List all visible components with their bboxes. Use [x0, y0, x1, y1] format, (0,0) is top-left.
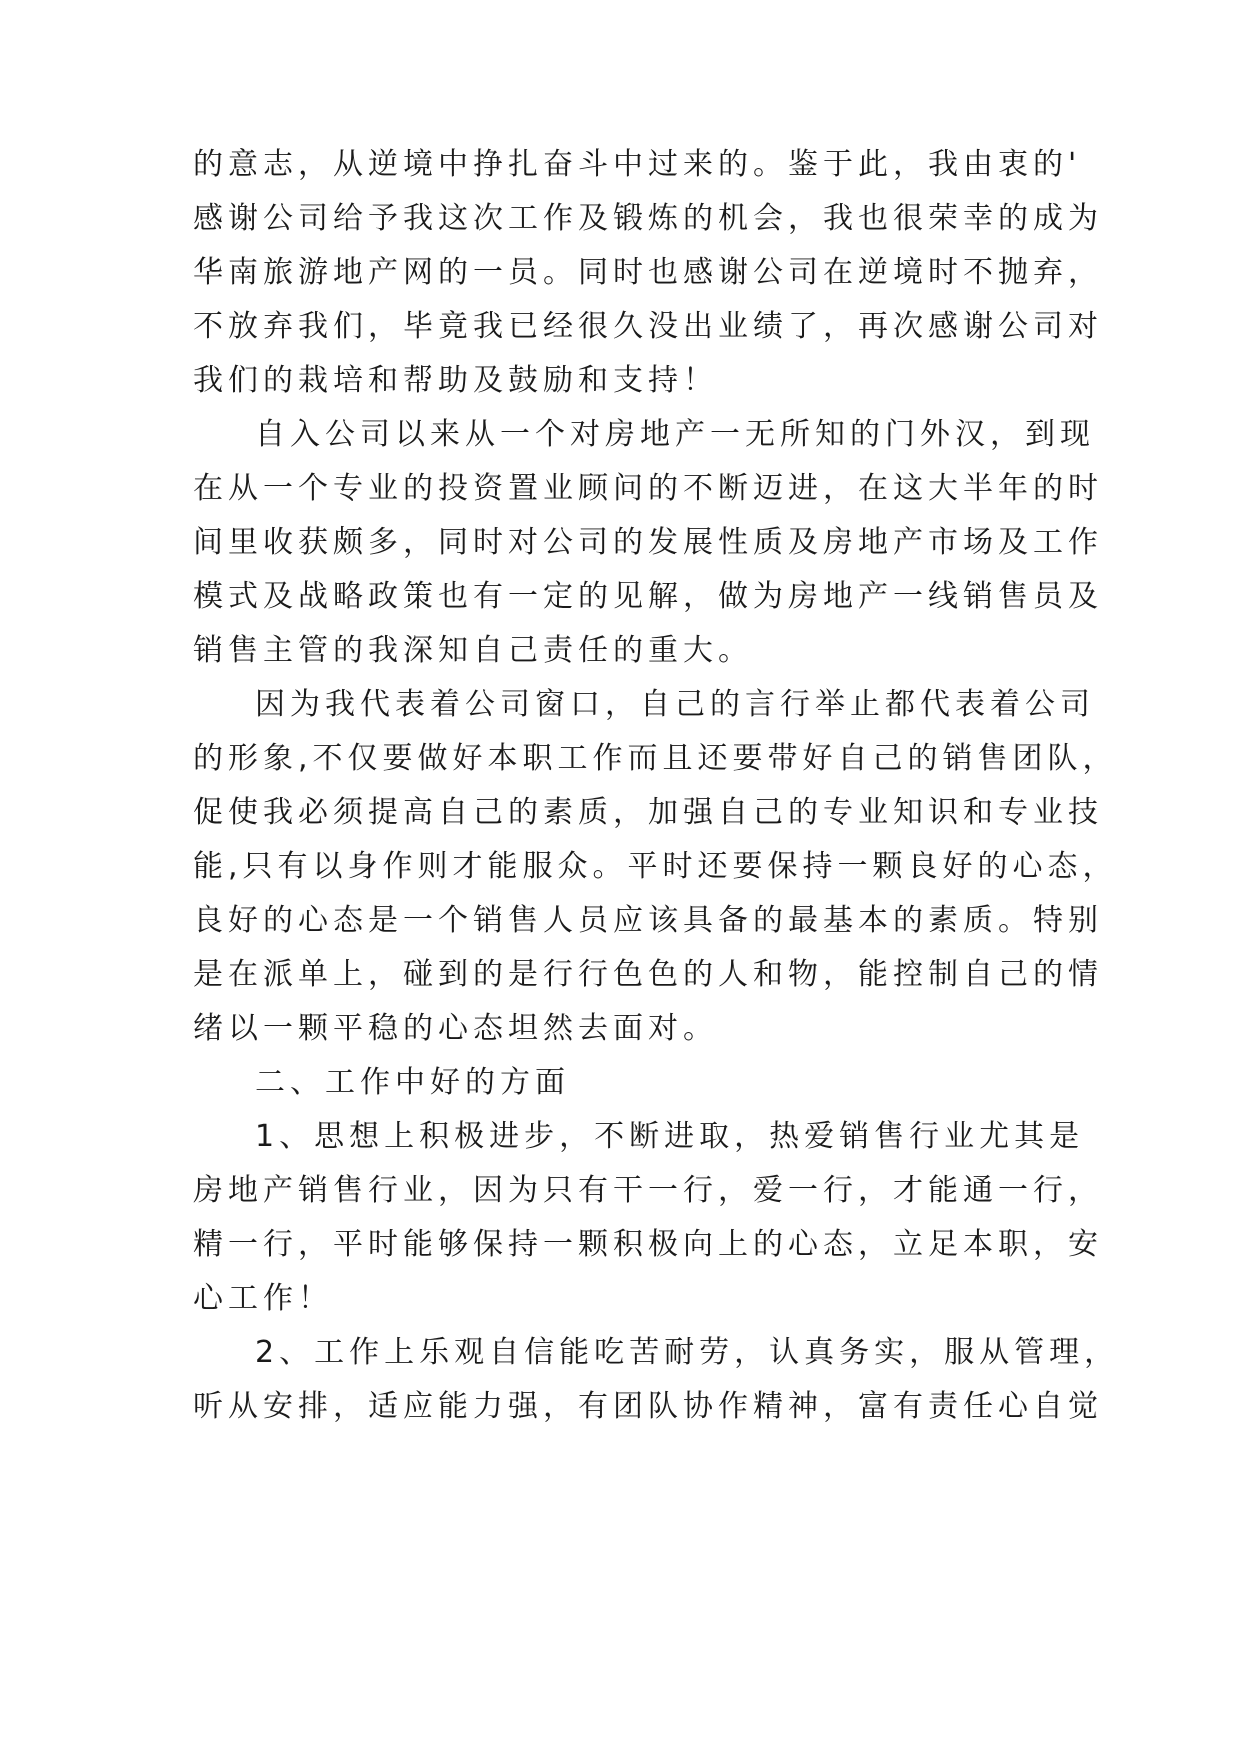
paragraph-first-line: 因为我代表着公司窗口，自己的言行举止都代表着公司 — [255, 687, 1095, 722]
text-line: 心工作！ — [193, 1281, 333, 1316]
text-line: 的意志，从逆境中挣扎奋斗中过来的。鉴于此，我由衷的' — [193, 147, 1082, 182]
paragraph-first-line: 2、工作上乐观自信能吃苦耐劳，认真务实，服从管理， — [255, 1335, 1120, 1370]
text-line: 我们的栽培和帮助及鼓励和支持！ — [193, 363, 718, 398]
text-line: 感谢公司给予我这次工作及锻炼的机会，我也很荣幸的成为 — [193, 201, 1103, 236]
text-line: 能,只有以身作则才能服众。平时还要保持一颗良好的心态， — [193, 849, 1118, 884]
text-line: 促使我必须提高自己的素质，加强自己的专业知识和专业技 — [193, 795, 1103, 830]
text-line: 精一行，平时能够保持一颗积极向上的心态，立足本职，安 — [193, 1227, 1103, 1262]
text-line: 华南旅游地产网的一员。同时也感谢公司在逆境时不抛弃， — [193, 255, 1103, 290]
text-line: 房地产销售行业，因为只有干一行，爱一行，才能通一行， — [193, 1173, 1103, 1208]
text-line: 不放弃我们，毕竟我已经很久没出业绩了，再次感谢公司对 — [193, 309, 1103, 344]
text-line: 是在派单上，碰到的是行行色色的人和物，能控制自己的情 — [193, 957, 1103, 992]
paragraph-first-line: 自入公司以来从一个对房地产一无所知的门外汉，到现 — [255, 417, 1095, 452]
text-line: 听从安排，适应能力强，有团队协作精神，富有责任心自觉 — [193, 1389, 1103, 1424]
text-line: 良好的心态是一个销售人员应该具备的最基本的素质。特别 — [193, 903, 1103, 938]
text-line: 间里收获颇多，同时对公司的发展性质及房地产市场及工作 — [193, 525, 1103, 560]
text-line: 在从一个专业的投资置业顾问的不断迈进，在这大半年的时 — [193, 471, 1103, 506]
paragraph-first-line: 1、思想上积极进步，不断进取，热爱销售行业尤其是 — [255, 1119, 1085, 1154]
text-line: 模式及战略政策也有一定的见解，做为房地产一线销售员及 — [193, 579, 1103, 614]
text-line: 的形象,不仅要做好本职工作而且还要带好自己的销售团队， — [193, 741, 1118, 776]
text-line: 销售主管的我深知自己责任的重大。 — [193, 633, 753, 668]
text-line: 绪以一颗平稳的心态坦然去面对。 — [193, 1011, 718, 1046]
section-heading: 二、工作中好的方面 — [255, 1065, 570, 1100]
